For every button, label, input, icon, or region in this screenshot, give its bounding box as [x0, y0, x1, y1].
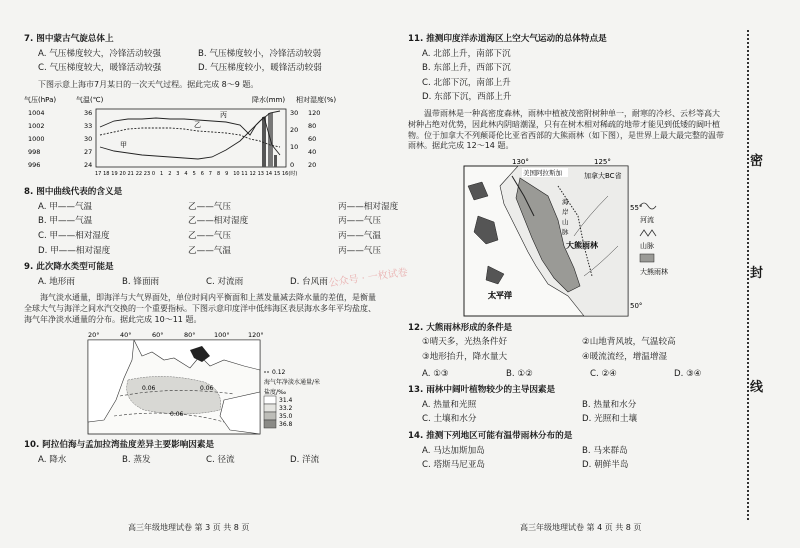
tick: 80 [308, 121, 317, 130]
legend-swatch [264, 412, 276, 420]
weather-chart [24, 95, 380, 183]
statement-3: ③地形抬升，降水量大 [422, 351, 508, 362]
x-tick: 19 [111, 170, 118, 177]
question-9-stem: 9. 此次降水类型可能是 [24, 262, 114, 273]
tick: 996 [28, 160, 41, 169]
x-ticks [95, 170, 297, 177]
contour-label: 0.06 [170, 410, 184, 418]
rain-ticks [290, 109, 298, 169]
tick: 1000 [28, 134, 45, 143]
question-11-stem: 11. 推测印度洋赤道海区上空大气运动的总体特点是 [408, 34, 607, 44]
x-tick: 11 [241, 170, 248, 177]
map-legend [640, 203, 668, 276]
coast-char: 脉 [562, 228, 569, 237]
lon: 60° [152, 330, 164, 339]
option-c[interactable]: C. 北部下沉，南部上升 [422, 77, 511, 88]
question-7-stem: 7. 图中蒙古气旋总体上 [24, 34, 114, 44]
indian-ocean-map [24, 330, 380, 436]
x-tick: 0 [151, 170, 156, 177]
x-tick: 15 [273, 170, 281, 177]
tick: 24 [84, 160, 93, 169]
tick: 0 [290, 160, 295, 169]
footer-page-4: 高三年级地理试卷 第 4 页 共 8 页 [520, 523, 642, 532]
legend-forest: 大熊雨林 [640, 268, 668, 277]
ocean-label: 太平洋 [488, 291, 512, 301]
legend-title: 盐度/‰ [264, 388, 287, 396]
tick: 1002 [28, 121, 45, 130]
question-8-stem: 8. 图中曲线代表的含义是 [24, 187, 123, 198]
question-7-options [38, 49, 380, 75]
option-c[interactable]: C. 径流 [206, 454, 235, 465]
label-yi: 乙 [194, 120, 201, 129]
option-a[interactable]: A. ①③ [422, 368, 449, 379]
x-tick: 6 [200, 170, 204, 177]
option-a[interactable]: A. 地形雨 [38, 276, 75, 287]
x-tick: 16(时) [282, 170, 298, 177]
option-d[interactable]: D. 气压梯度较小，暖锋活动较弱 [198, 63, 322, 74]
lon-label: 125° [594, 158, 611, 167]
tick: 10 [290, 142, 299, 151]
x-tick: 22 [135, 170, 143, 177]
x-tick: 17 [95, 170, 102, 177]
x-tick: 7 [208, 170, 212, 177]
tick: 60 [308, 134, 317, 143]
option-c[interactable]: C. 塔斯马尼亚岛 [422, 460, 486, 471]
option-c[interactable]: C. 气压梯度较大，暖锋活动较强 [38, 63, 162, 74]
lat-label: 55° [630, 204, 643, 213]
option-b[interactable]: B. 锋面雨 [122, 276, 160, 287]
lon: 80° [184, 330, 196, 339]
watermark-stamp: 公众号 · 一枚试卷君 [328, 265, 419, 290]
option-d[interactable]: D. ③④ [674, 368, 702, 379]
tick: 33 [84, 121, 93, 130]
option-d-3: 丙——气压 [338, 245, 381, 256]
province-label: 加拿大BC省 [584, 172, 622, 181]
x-tick: 4 [184, 170, 188, 177]
lon-label: 130° [512, 158, 529, 167]
humidity-ticks [308, 109, 320, 169]
question-13-options [422, 400, 726, 426]
contour-label: 0.06 [142, 384, 156, 392]
lat-label: 50° [630, 302, 643, 311]
question-10-options [38, 455, 380, 467]
coast-char: 岸 [562, 208, 569, 217]
passage-10-11: 海气淡水通量，即海洋与大气界面处，单位时间内平衡面和上蒸发量减去降水量的差值，是衡量全球大气与海洋之间水汽交换的一个重要指标。下图示意印度洋中低纬海区表层海水多年平均盐度、海气年净淡水通量的分布。据此完成 10～11 题。 [24, 293, 376, 324]
mountain-symbol [640, 230, 656, 236]
lon: 120° [248, 330, 264, 339]
longitude-labels [88, 331, 264, 339]
legend-value: 31.4 [279, 396, 293, 404]
tick: 30 [290, 108, 299, 117]
tick: 30 [84, 134, 93, 143]
x-tick: 21 [127, 170, 134, 177]
legend-swatch [264, 404, 276, 412]
tick: 27 [84, 147, 93, 156]
statement-1: ①晴天多，光热条件好 [422, 337, 508, 348]
x-tick: 10 [233, 170, 240, 177]
legend-mountain: 山脉 [640, 242, 654, 251]
legend-swatch [264, 396, 276, 404]
ylabel-temp: 气温(℃) [76, 95, 104, 104]
x-tick: 8 [217, 170, 221, 177]
question-14-options [422, 446, 726, 472]
option-a[interactable]: A. 热量和光照 [422, 399, 477, 410]
option-d[interactable]: D. 洋流 [290, 454, 320, 465]
lon: 100° [214, 330, 230, 339]
lon: 40° [120, 330, 132, 339]
question-14-stem: 14. 推测下列地区可能有温带雨林分布的是 [408, 430, 573, 441]
tick: 998 [28, 147, 41, 156]
rainforest-label: 大熊雨林 [566, 241, 598, 251]
option-c[interactable]: C. 土壤和水分 [422, 414, 477, 425]
ylabel-pressure: 气压(hPa) [24, 95, 57, 104]
coast-char: 海 [562, 198, 569, 207]
x-tick: 9 [225, 170, 229, 177]
tick: 120 [308, 108, 321, 117]
question-11-options [422, 49, 726, 104]
x-tick: 2 [168, 170, 172, 177]
question-13-stem: 13. 雨林中阔叶植物较少的主导因素是 [408, 385, 556, 396]
tick: 40 [308, 147, 317, 156]
figure-note: 下图示意上海市7月某日的一次天气过程。据此完成 8～9 题。 [38, 79, 259, 89]
option-d[interactable]: D. 东部下沉，西部上升 [422, 92, 512, 103]
option-b[interactable]: B. 马来群岛 [582, 445, 628, 456]
tick: 20 [308, 160, 317, 169]
x-tick: 5 [192, 170, 196, 177]
option-a[interactable]: A. 降水 [38, 454, 67, 465]
legend-swatch [264, 420, 276, 428]
question-8-options [38, 201, 399, 257]
x-tick: 13 [257, 170, 264, 177]
x-tick: 3 [176, 170, 180, 177]
series-jia [100, 111, 280, 159]
alaska-label: 美国阿拉斯加 [523, 169, 562, 178]
x-tick: 14 [265, 170, 273, 177]
option-c-3: 丙——气温 [338, 230, 381, 241]
option-b[interactable]: B. 热量和水分 [582, 399, 637, 410]
forest-swatch [640, 254, 654, 262]
option-c[interactable]: C. ②④ [590, 368, 617, 379]
option-a-1[interactable]: A. 甲——气温 [38, 201, 93, 212]
binding-label-xian: 线 [750, 380, 764, 395]
temp-ticks [84, 109, 92, 169]
legend-value: 33.2 [279, 404, 293, 412]
legend-contour-value: 0.12 [272, 368, 286, 376]
ylabel-humidity: 相对湿度(%) [296, 95, 337, 104]
option-d[interactable]: D. 光照和土壤 [582, 414, 638, 425]
option-b[interactable]: B. 蒸发 [122, 454, 151, 465]
option-c-1[interactable]: C. 甲——相对湿度 [38, 230, 110, 241]
statement-4: ④暖流流经，增温增湿 [582, 351, 668, 362]
x-tick: 23 [143, 170, 151, 177]
option-c[interactable]: C. 对流雨 [206, 276, 244, 287]
legend-line-label: 海气年净淡水通量/米 [264, 378, 321, 386]
legend-value: 35.0 [279, 412, 293, 420]
option-a[interactable]: A. 气压梯度较大，冷锋活动较强 [38, 48, 161, 59]
x-tick: 18 [103, 170, 110, 177]
option-a-2: 乙——气压 [188, 201, 231, 212]
label-bing: 丙 [220, 110, 227, 119]
option-c-2: 乙——气压 [188, 230, 231, 241]
passage-12-14: 温带雨林是一种高密度森林，雨林中植被茂密附树种单一，耐寒的冷杉、云杉等高大树种占绝对优势，因此林内阴暗潮湿，只有在树木相对稀疏的地带才能见到低矮的阔叶植物。位于加拿大不列颠哥伦比亚省西部的大熊雨林（如下图），是世界上最大最完整的温带雨林。据此完成 12～14 题。 [408, 108, 724, 151]
legend-river: 河流 [640, 216, 654, 225]
option-a[interactable]: A. 北部上升，南部下沉 [422, 48, 511, 59]
option-b-2: 乙——相对湿度 [188, 216, 249, 227]
option-b[interactable]: B. 东部上升，西部下沉 [422, 63, 511, 74]
pressure-ticks [28, 109, 45, 169]
x-tick: 1 [160, 170, 164, 177]
page-3 [24, 34, 399, 472]
label-jia: 甲 [120, 140, 127, 149]
footer-page-3: 高三年级地理试卷 第 3 页 共 8 页 [128, 523, 250, 532]
x-tick: 12 [249, 170, 256, 177]
rain-bar [274, 155, 277, 167]
tick: 36 [84, 108, 93, 117]
option-d[interactable]: D. 朝鲜半岛 [582, 460, 629, 471]
coast-char: 山 [562, 218, 569, 227]
lon: 20° [88, 330, 100, 339]
option-a[interactable]: A. 马达加斯加岛 [422, 445, 485, 456]
option-b-3: 丙——气压 [338, 216, 381, 227]
question-12-options [422, 369, 726, 381]
tick: 20 [290, 125, 299, 134]
option-d-1[interactable]: D. 甲——相对湿度 [38, 245, 111, 256]
page-4 [408, 34, 726, 477]
ylabel-rain: 降水(mm) [252, 95, 286, 104]
series-bing [100, 117, 280, 155]
tick: 1004 [28, 108, 45, 117]
option-d[interactable]: D. 台风雨 [290, 276, 328, 287]
binding-label-feng: 封 [750, 266, 764, 281]
legend-value: 36.8 [279, 420, 293, 428]
question-12-stem: 12. 大熊雨林形成的条件是 [408, 322, 513, 333]
map-legend [264, 369, 320, 428]
great-bear-map [408, 156, 726, 318]
question-10-stem: 10. 阿拉伯海与孟加拉湾盐度差异主要影响因素是 [24, 440, 215, 451]
contour-label: 0.06 [200, 384, 214, 392]
option-b[interactable]: B. 气压梯度较小，冷锋活动较弱 [198, 48, 322, 59]
binding-label-mi: 密 [750, 154, 764, 169]
question-12-statements [422, 337, 726, 363]
option-d-2: 乙——气温 [188, 245, 231, 256]
x-tick: 20 [119, 170, 126, 177]
option-a-3: 丙——相对湿度 [338, 201, 399, 212]
option-b[interactable]: B. ①② [506, 368, 533, 379]
statement-2: ②山地背风坡，气温较高 [582, 337, 676, 348]
option-b-1[interactable]: B. 甲——气温 [38, 216, 93, 227]
